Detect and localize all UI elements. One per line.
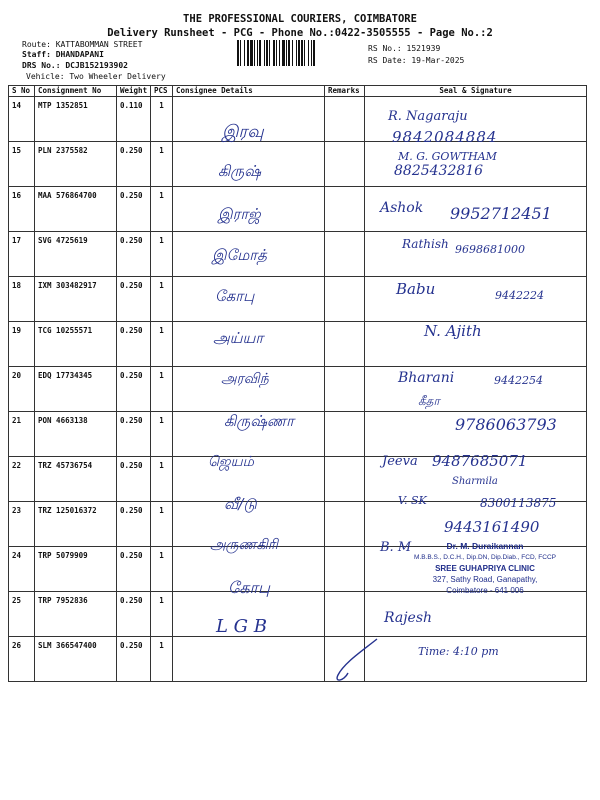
sno-cell: 19 xyxy=(9,322,35,367)
handwritten-phone: 9442254 xyxy=(494,374,543,387)
barcode-bar xyxy=(269,40,270,66)
sno-cell: 15 xyxy=(9,142,35,187)
staff-line xyxy=(22,50,104,59)
weight-cell: 0.250 xyxy=(117,592,151,637)
consignment-cell: SLM 366547400 xyxy=(35,637,117,682)
handwritten-name: R. Nagaraju xyxy=(388,109,468,124)
sno-cell: 22 xyxy=(9,457,35,502)
barcode-bar xyxy=(282,40,285,66)
barcode-bar xyxy=(298,40,300,66)
drs-label: DRS No.: xyxy=(22,61,61,70)
pcs-cell: 1 xyxy=(151,97,173,142)
column-header: Consignee Details xyxy=(173,86,325,97)
sno-cell: 16 xyxy=(9,187,35,232)
handwritten-phone: 9842084884 xyxy=(392,128,498,146)
consignment-cell: EDQ 17734345 xyxy=(35,367,117,412)
barcode-bar xyxy=(266,40,268,66)
weight-cell: 0.250 xyxy=(117,637,151,682)
barcode-bar xyxy=(296,40,297,66)
handwritten-name: Jeeva xyxy=(382,454,418,469)
handwritten-consignee: ஜெயம் xyxy=(208,454,254,470)
barcode-bar xyxy=(304,40,305,66)
consignment-cell: PLN 2375582 xyxy=(35,142,117,187)
table-row xyxy=(9,322,587,367)
sno-cell: 21 xyxy=(9,412,35,457)
barcode-bar xyxy=(286,40,287,66)
handwritten-phone: 9952712451 xyxy=(450,204,552,223)
column-header: Remarks xyxy=(325,86,365,97)
stamp-line: 327, Sathy Road, Ganapathy, xyxy=(432,575,538,584)
handwritten-name: Bharani xyxy=(398,370,455,386)
consignment-cell: MTP 1352851 xyxy=(35,97,117,142)
sno-cell: 17 xyxy=(9,232,35,277)
consignment-cell: IXM 303482917 xyxy=(35,277,117,322)
signature-mark xyxy=(322,635,382,685)
pcs-cell: 1 xyxy=(151,277,173,322)
weight-cell: 0.250 xyxy=(117,367,151,412)
table-row xyxy=(9,142,587,187)
barcode-bar xyxy=(276,40,277,66)
table-row xyxy=(9,592,587,637)
barcode-bar xyxy=(273,40,275,66)
stamp-line: M.B.B.S., D.C.H., Dip.DN, Dip.Diab., FCD, FCCP xyxy=(414,554,556,561)
sno-cell: 25 xyxy=(9,592,35,637)
weight-cell: 0.250 xyxy=(117,502,151,547)
table-row xyxy=(9,637,587,682)
barcode-bar xyxy=(237,40,239,66)
sno-cell: 24 xyxy=(9,547,35,592)
handwritten-name: Sharmila xyxy=(452,476,498,487)
staff-value: DHANDAPANI xyxy=(55,50,104,59)
barcode-bar xyxy=(250,40,253,66)
handwritten-consignee: வீ/டு xyxy=(224,495,257,513)
handwritten-consignee: இரவு xyxy=(222,122,264,142)
handwritten-name: M. G. GOWTHAM xyxy=(398,150,497,163)
barcode-bar xyxy=(288,40,290,66)
consignee-cell xyxy=(173,637,325,682)
handwritten-name: Ashok xyxy=(380,200,424,216)
weight-cell: 0.250 xyxy=(117,142,151,187)
drs-value: DCJB152193902 xyxy=(65,61,128,70)
barcode-bar xyxy=(264,40,265,66)
handwritten-phone: 9442224 xyxy=(495,289,544,302)
consignment-cell: TRZ 125016372 xyxy=(35,502,117,547)
remarks-cell xyxy=(325,142,365,187)
rs-date-value: 19-Mar-2025 xyxy=(411,56,465,65)
pcs-cell: 1 xyxy=(151,367,173,412)
barcode-bar xyxy=(313,40,315,66)
handwritten-consignee: கிருஷ்ணா xyxy=(224,412,294,430)
column-header: S No xyxy=(9,86,35,97)
weight-cell: 0.250 xyxy=(117,277,151,322)
remarks-cell xyxy=(325,502,365,547)
consignment-cell: TCG 10255571 xyxy=(35,322,117,367)
handwritten-consignee: கிருஷ் xyxy=(218,162,261,180)
handwritten-consignee: இராஜ் xyxy=(218,205,261,223)
route-value: KATTABOMMAN STREET xyxy=(55,40,143,49)
handwritten-phone: 8300113875 xyxy=(480,496,557,510)
clinic-stamp xyxy=(395,541,575,596)
remarks-cell xyxy=(325,367,365,412)
consignment-cell: SVG 4725619 xyxy=(35,232,117,277)
consignment-cell: TRP 5079909 xyxy=(35,547,117,592)
barcode-bar xyxy=(292,40,293,66)
column-header: PCS xyxy=(151,86,173,97)
pcs-cell: 1 xyxy=(151,412,173,457)
vehicle-value: Two Wheeler Delivery xyxy=(69,72,166,81)
pcs-cell: 1 xyxy=(151,187,173,232)
handwritten-consignee: கோபு xyxy=(228,578,270,597)
barcode-bar xyxy=(279,40,280,66)
sno-cell: 14 xyxy=(9,97,35,142)
runsheet-title: Delivery Runsheet - PCG - Phone No.:0422-3505555 - Page No.:2 xyxy=(107,27,493,39)
remarks-cell xyxy=(325,232,365,277)
column-header: Seal & Signature xyxy=(365,86,587,97)
weight-cell: 0.110 xyxy=(117,97,151,142)
column-header: Consignment No xyxy=(35,86,117,97)
barcode-bar xyxy=(311,40,312,66)
column-header: Weight xyxy=(117,86,151,97)
signature-cell xyxy=(365,637,587,682)
weight-cell: 0.250 xyxy=(117,322,151,367)
staff-label: Staff: xyxy=(22,50,51,59)
barcode-bar xyxy=(247,40,249,66)
handwritten-time: Time: 4:10 pm xyxy=(418,645,499,658)
sno-cell: 23 xyxy=(9,502,35,547)
remarks-cell xyxy=(325,277,365,322)
remarks-cell xyxy=(325,547,365,592)
handwritten-phone: 9698681000 xyxy=(455,243,525,256)
pcs-cell: 1 xyxy=(151,637,173,682)
remarks-cell xyxy=(325,322,365,367)
stamp-line: Coimbatore - 641 006 xyxy=(446,586,524,595)
handwritten-consignee: அருணகிரி xyxy=(210,537,278,553)
table-header-row xyxy=(9,86,587,97)
company-title: THE PROFESSIONAL COURIERS, COIMBATORE xyxy=(183,13,417,25)
remarks-cell xyxy=(325,592,365,637)
pcs-cell: 1 xyxy=(151,322,173,367)
rs-no-line xyxy=(368,44,440,53)
sno-cell: 26 xyxy=(9,637,35,682)
barcode-bar xyxy=(254,40,255,66)
consignment-cell: TRP 7952836 xyxy=(35,592,117,637)
handwritten-phone: 8825432816 xyxy=(394,163,484,179)
stamp-line: SREE GUHAPRIYA CLINIC xyxy=(435,564,535,573)
weight-cell: 0.250 xyxy=(117,187,151,232)
consignment-cell: TRZ 45736754 xyxy=(35,457,117,502)
remarks-cell xyxy=(325,457,365,502)
barcode-bar xyxy=(257,40,258,66)
sno-cell: 18 xyxy=(9,277,35,322)
consignment-cell: MAA 576864700 xyxy=(35,187,117,232)
handwritten-name: V. SK xyxy=(398,494,427,507)
barcode-bar xyxy=(301,40,303,66)
weight-cell: 0.250 xyxy=(117,457,151,502)
remarks-cell xyxy=(325,97,365,142)
barcode-image xyxy=(236,40,360,66)
barcode-bar xyxy=(308,40,309,66)
pcs-cell: 1 xyxy=(151,502,173,547)
stamp-line: Dr. M. Duraikannan xyxy=(446,541,524,551)
handwritten-name: B. M xyxy=(380,540,412,555)
drs-line xyxy=(22,61,128,70)
rs-date-label: RS Date: xyxy=(368,56,407,65)
table-row xyxy=(9,97,587,142)
handwritten-name: N. Ajith xyxy=(424,322,482,340)
handwritten-consignee: கோபு xyxy=(215,287,255,305)
handwritten-name: Rajesh xyxy=(384,610,433,626)
pcs-cell: 1 xyxy=(151,232,173,277)
handwritten-name: கீதா xyxy=(418,394,440,408)
handwritten-name: Babu xyxy=(396,280,436,298)
handwritten-consignee: L G B xyxy=(216,616,268,637)
handwritten-consignee: அரவிந் xyxy=(221,371,269,387)
handwritten-phone: 9487685071 xyxy=(432,452,528,470)
handwritten-phone: 9786063793 xyxy=(455,415,557,434)
handwritten-consignee: இமோத் xyxy=(212,246,267,264)
vehicle-line xyxy=(26,72,166,81)
barcode-bar xyxy=(259,40,261,66)
rs-no-value: 1521939 xyxy=(406,44,441,53)
weight-cell: 0.250 xyxy=(117,547,151,592)
pcs-cell: 1 xyxy=(151,547,173,592)
remarks-cell xyxy=(325,412,365,457)
rs-no-label: RS No.: xyxy=(368,44,402,53)
sno-cell: 20 xyxy=(9,367,35,412)
route-line xyxy=(22,40,142,49)
handwritten-name: Rathish xyxy=(402,237,449,251)
route-label: Route: xyxy=(22,40,51,49)
barcode-bar xyxy=(244,40,245,66)
remarks-cell xyxy=(325,187,365,232)
handwritten-phone: 9443161490 xyxy=(444,518,540,536)
pcs-cell: 1 xyxy=(151,142,173,187)
weight-cell: 0.250 xyxy=(117,232,151,277)
pcs-cell: 1 xyxy=(151,592,173,637)
vehicle-label: Vehicle: xyxy=(26,72,65,81)
pcs-cell: 1 xyxy=(151,457,173,502)
rs-date-line xyxy=(368,56,464,65)
weight-cell: 0.250 xyxy=(117,412,151,457)
consignment-cell: PON 4663138 xyxy=(35,412,117,457)
handwritten-consignee: அய்யா xyxy=(213,329,264,347)
barcode-bar xyxy=(240,40,241,66)
